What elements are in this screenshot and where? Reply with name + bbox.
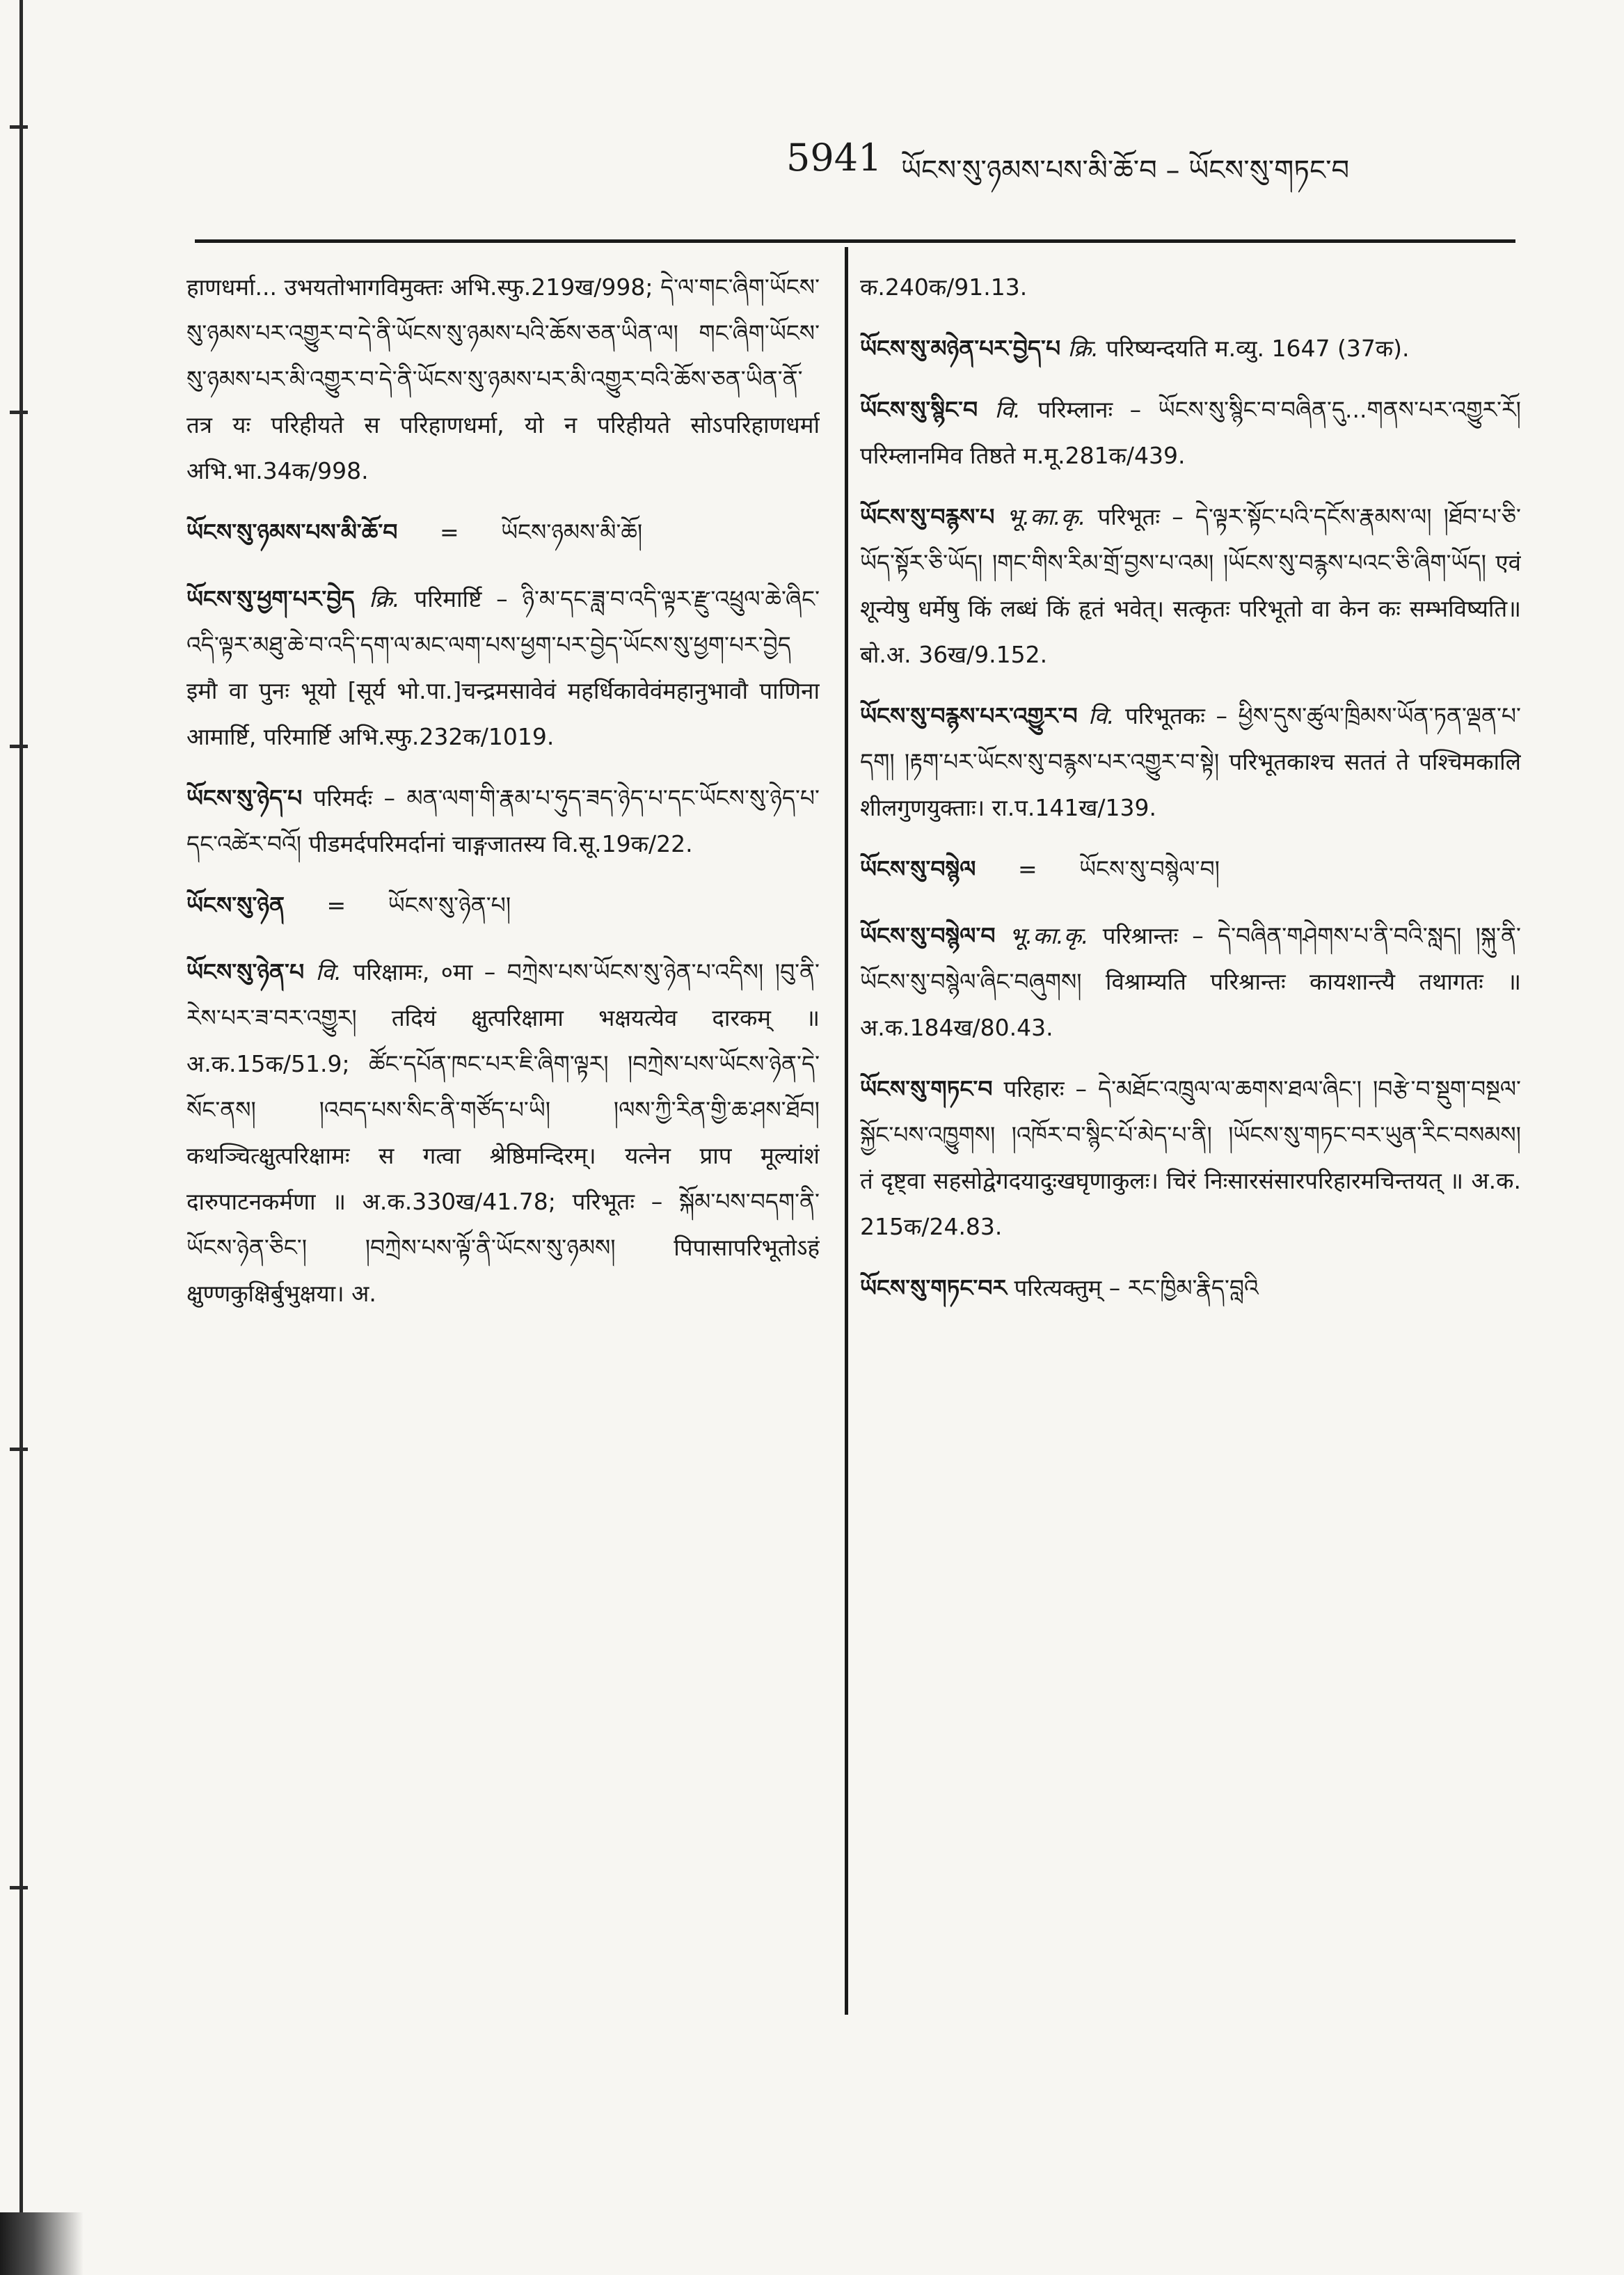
- cross-reference-entry: [186, 882, 820, 928]
- cross-reference: ཡོངས་ཉམས་མི་ཆོ།: [501, 518, 643, 546]
- grammar-tag: क्रि.: [1067, 335, 1099, 362]
- grammar-tag: भू.का.कृ.: [1009, 922, 1089, 949]
- head-word: ཡོངས་སུ་བསྙེལ: [860, 855, 976, 882]
- dictionary-entry: [860, 1066, 1521, 1250]
- entry-text: क.240क/91.13.: [860, 274, 1028, 301]
- head-word: ཡོངས་སུ་བསྙེལ་བ: [860, 922, 996, 949]
- entry-text: परिभूतः – དེ་ལྟར་སྟོང་པའི་དངོས་རྣམས་ལ། །ཐོབ་པ་ཅི་ཡོད་སྟོར་ཅི་ཡོད། །གང་གིས་རིམ་གྲོ་བྱས་པ་འམ། །ཡོངས་སུ་བརྙས་པའང་ཅི་ཞིག་ཡོད། एवं शून्येषु धर्मेषु किं लब्धं किं हृतं भवेत्। सत्कृतः परिभूतो वा केन कः सम्भविष्यति॥ बो.अ. 36ख/9.152.: [860, 503, 1521, 668]
- entry-text: हाणधर्मा... उभयतोभागविमुक्तः अभि.स्फु.219ख/998; དེ་ལ་གང་ཞིག་ཡོངས་སུ་ཉམས་པར་འགྱུར་བ་དེ་ནི་ཡོངས་སུ་ཉམས་པའི་ཆོས་ཅན་ཡིན་ལ། གང་ཞིག་ཡོངས་སུ་ཉམས་པར་མི་འགྱུར་བ་དེ་ནི་ཡོངས་སུ་ཉམས་པར་མི་འགྱུར་བའི་ཆོས་ཅན་ཡིན་ནོ་ तत्र यः परिहीयते स परिहाणधर्मा, यो न परिहीयते सोऽपरिहाणधर्मा अभि.भा.34क/998.: [186, 274, 820, 484]
- dictionary-entry: [186, 576, 820, 760]
- head-word: ཡོངས་སུ་ཉེད་པ: [186, 784, 303, 811]
- head-word: ཡོངས་སུ་གཏང་བར: [860, 1274, 1008, 1301]
- head-word: ཡོངས་སུ་སྙིང་བ: [860, 396, 978, 423]
- cross-reference: ཡོངས་སུ་བསྙེལ་བ།: [1079, 855, 1220, 882]
- entry-text: परिम्लानः – ཡོངས་སུ་སྙིང་བ་བཞིན་དུ...གནས་པར་འགྱུར་རོ། परिम्लानमिव तिष्ठते म.मू.281क/439.: [860, 396, 1521, 469]
- binding-tick: [10, 745, 28, 748]
- head-word: ཡོངས་སུ་གཏང་བ: [860, 1075, 993, 1102]
- binding-tick: [10, 1886, 28, 1889]
- entry-text: परित्यक्तुम् – རང་ཁྱིམ་རྣིད་བླའི: [1014, 1274, 1259, 1301]
- entry-text: परिष्यन्दयति म.व्यु. 1647 (37क).: [1106, 335, 1410, 362]
- binding-edge: [0, 0, 42, 2275]
- dictionary-entry: [860, 1265, 1521, 1311]
- entry-text: परिमर्दः – མན་ལག་གི་རྣམ་པ་ཧུད་ཟད་ཉེད་པ་དང་ཡོངས་སུ་ཉེད་པ་དང་འཚེར་བའོ། पीडमर्दपरिमर्दानां चाङ्गजातस्य वि.सू.19क/22.: [186, 784, 820, 857]
- dictionary-entry: [860, 913, 1521, 1051]
- cross-reference-entry: [186, 509, 820, 555]
- equals-sign: =: [439, 518, 459, 546]
- left-column: [186, 264, 820, 2060]
- head-word: ཡོངས་སུ་བརྙས་པ: [860, 503, 995, 530]
- grammar-tag: भू.का.कृ.: [1006, 503, 1086, 530]
- dictionary-entry: [860, 693, 1521, 831]
- dictionary-entry: [186, 949, 820, 1317]
- binding-tick: [10, 411, 28, 414]
- entry-text: परिश्रान्तः – དེ་བཞིན་གཤེགས་པ་ནི་བའི་སླད། །སྐུ་ནི་ཡོངས་སུ་བསྙེལ་ཞིང་བཞུགས། विश्राम्यति परिश्रान्तः कायशान्त्यै तथागतः ॥ अ.क.184ख/80.43.: [860, 922, 1521, 1041]
- equals-sign: =: [1017, 855, 1037, 882]
- binding-tick: [10, 1448, 28, 1451]
- dictionary-entry: [860, 326, 1521, 372]
- page-header: [786, 136, 1517, 198]
- grammar-tag: वि.: [1088, 702, 1115, 729]
- right-column: [860, 264, 1521, 2074]
- binding-tick: [10, 125, 28, 129]
- equals-sign: =: [326, 891, 347, 919]
- running-head: ཡོངས་སུ་ཉམས་པས་མི་ཆོ་བ – ཡོངས་སུ་གཏང་བ: [901, 154, 1350, 187]
- cross-reference-entry: [860, 846, 1521, 892]
- head-word: ཡོངས་སུ་མཉེན་པར་བྱེད་པ: [860, 335, 1061, 362]
- binding-shadow: [0, 2212, 83, 2275]
- entry-text: परिहारः – དེ་མཐོང་འཁྲུལ་ལ་ཆགས་ཐལ་ཞིང་། །བརྩེ་བ་སྡུག་བསྔལ་སྐྱོང་པས་འཁྱུགས། །འཁོར་བ་སྙིང་པོ་མེད་པ་ནི། །ཡོངས་སུ་གཏང་བར་ཡུན་རིང་བསམས། तं दृष्ट्वा सहसोद्वेगदयादुःखघृणाकुलः। चिरं निःसारसंसारपरिहारमचिन्तयत् ॥ अ.क. 215क/24.83.: [860, 1075, 1521, 1240]
- dictionary-entry: [860, 264, 1521, 310]
- cross-reference: ཡོངས་སུ་ཉེན་པ།: [388, 891, 511, 919]
- entry-text: परिभूतकः – ཕྱིས་དུས་ཚུལ་ཁྲིམས་ཡོན་ཏན་ལྡན་པ་དག། །རྟག་པར་ཡོངས་སུ་བརྙས་པར་འགྱུར་བ་སྟེ། परिभूतकाश्च सततं ते पश्चिमकालि शीलगुणयुक्ताः। रा.प.141ख/139.: [860, 702, 1521, 821]
- column-divider: [845, 247, 848, 2015]
- entry-text: परिमार्ष्टि – ཉི་མ་དང་ཟླ་བ་འདི་ལྟར་རྫུ་འཕྲུལ་ཆེ་ཞིང་འདི་ལྟར་མཐུ་ཆེ་བ་འདི་དག་ལ་མང་ལག་པས་ཕྱག་པར་བྱེད་ཡོངས་སུ་ཕྱག་པར་བྱེད इमौ वा पुनः भूयो [सूर्य भो.पा.]चन्द्रमसावेवं महर्धिकावेवंमहानुभावौ पाणिना आमार्ष्टि, परिमार्ष्टि अभि.स्फु.232क/1019.: [186, 585, 820, 750]
- binding-line: [19, 0, 23, 2275]
- head-word: ཡོངས་སུ་ཉེན་པ: [186, 958, 305, 985]
- header-rule: [195, 239, 1515, 243]
- dictionary-entry: [186, 775, 820, 867]
- head-word: ཡོངས་སུ་ཉམས་པས་མི་ཆོ་བ: [186, 518, 398, 546]
- head-word: ཡོངས་སུ་ཉེན: [186, 891, 285, 919]
- entry-text: परिक्षामः, ०मा – བཀྲེས་པས་ཡོངས་སུ་ཉེན་པ་འདིས། །བུ་ནི་རེས་པར་ཟ་བར་འགྱུར། तदियं क्षुत्परिक्षामा भक्षयत्येव दारकम् ॥ अ.क.15क/51.9; ཚོང་དཔོན་ཁང་པར་ཇི་ཞིག་ལྟར། །བཀྲེས་པས་ཡོངས་ཉེན་དེ་སོང་ནས། །འབད་པས་སིང་ནི་གཙོད་པ་ཡི། །ལས་ཀྱི་རིན་གྱི་ཆ་ཤས་ཐོབ། कथञ्चित्क्षुत्परिक्षामः स गत्वा श्रेष्ठिमन्दिरम्। यत्नेन प्राप मूल्यांशं दारुपाटनकर्मणा ॥ अ.क.330ख/41.78; परिभूतः – སྐོམ་པས་བདག་ནི་ཡོངས་ཉེན་ཅིང་། །བཀྲེས་པས་ལྟོ་ནི་ཡོངས་སུ་ཉམས། पिपासापरिभूतोऽहं क्षुण्णकुक्षिर्बुभुक्षया। अ.: [186, 958, 820, 1307]
- head-word: ཡོངས་སུ་ཕྱག་པར་བྱེད: [186, 585, 355, 612]
- grammar-tag: वि.: [994, 396, 1021, 423]
- grammar-tag: क्रि.: [369, 585, 400, 612]
- dictionary-entry: [186, 264, 820, 494]
- head-word: ཡོངས་སུ་བརྙས་པར་འགྱུར་བ: [860, 702, 1078, 729]
- dictionary-entry: [860, 494, 1521, 678]
- dictionary-entry: [860, 387, 1521, 479]
- grammar-tag: वि.: [315, 958, 342, 985]
- page-number: 5941: [786, 136, 882, 180]
